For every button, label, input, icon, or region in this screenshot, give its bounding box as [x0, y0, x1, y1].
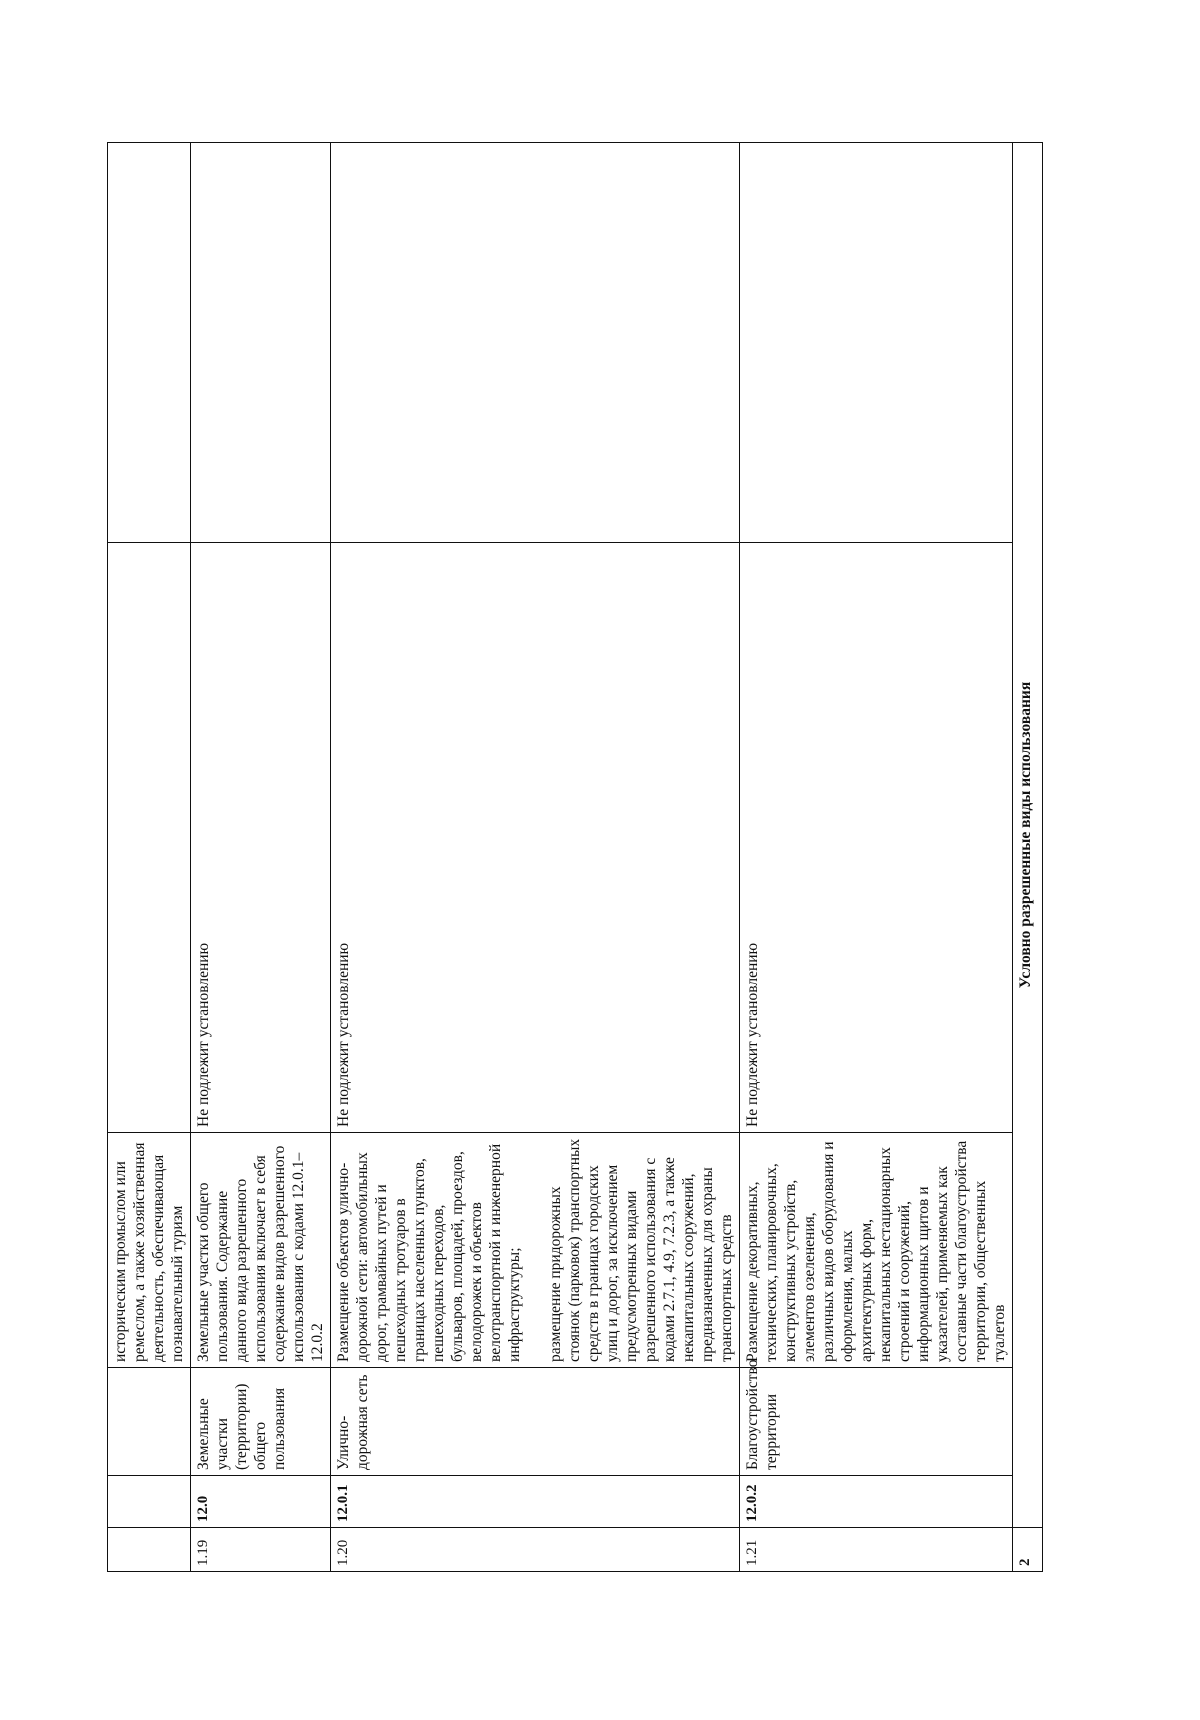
row-extra — [191, 143, 331, 543]
row-description — [331, 1133, 740, 1368]
row-parameter: Не подлежит установлению — [191, 543, 331, 1133]
row-number: 1.20 — [331, 1528, 740, 1572]
row-number — [108, 1528, 191, 1572]
land-use-table — [107, 142, 1043, 1572]
table-row — [191, 143, 331, 1572]
row-parameter — [108, 543, 191, 1133]
row-name: Благоустройство территории — [740, 1368, 1013, 1476]
row-extra — [331, 143, 740, 543]
row-parameter: Не подлежит установлению — [740, 543, 1013, 1133]
row-code: 12.0.1 — [331, 1476, 740, 1528]
row-extra — [108, 143, 191, 543]
section-title: Условно разрешенные виды использования — [1013, 143, 1043, 1528]
section-number: 2 — [1013, 1528, 1043, 1572]
row-code: 12.0 — [191, 1476, 331, 1528]
rotated-table-sheet — [107, 143, 1034, 1572]
description-paragraph: Земельные участки общего пользования. Содержание данного вида разрешенного использования включает в себя содержание видов разрешенного использования с кодами 12.0.1–12.0.2 — [195, 1145, 326, 1362]
row-description — [108, 1133, 191, 1368]
row-parameter: Не подлежит установлению — [331, 543, 740, 1133]
row-name: Земельные участки (территории) общего пользования — [191, 1368, 331, 1476]
row-code: 12.0.2 — [740, 1476, 1013, 1528]
section-header-row — [1013, 143, 1043, 1572]
row-number: 1.21 — [740, 1528, 1013, 1572]
description-paragraph: Размещение объектов улично-дорожной сети: автомобильных дорог, трамвайных путей и пешеходных тротуаров в границах населенных пунктов, пешеходных переходов, бульваров, площадей, проездов, велодорожек и объектов велотранспортной и инженерной инфраструктуры; — [335, 1143, 523, 1362]
table-row — [108, 143, 191, 1572]
row-name: Улично-дорожная сеть — [331, 1368, 740, 1476]
description-paragraph: размещение придорожных стоянок (парковок) транспортных средств в границах городских улиц и дорог, за исключением предусмотренных видами разрешенного использования с кодами 2.7.1, 4.9, 7.2.3, а также некапитальных сооружений, предназначенных для охраны транспортных средств — [547, 1138, 735, 1362]
description-paragraph: Размещение декоративных, технических, планировочных, конструктивных устройств, элементов озеленения, различных видов оборудования и оформления, малых архитектурных форм, некапитальных нестационарных строений и сооружений, информационных щитов и указателей, применяемых как составные части благоустройства территории, общественных туалетов — [744, 1140, 1008, 1362]
row-name — [108, 1368, 191, 1476]
table-row — [331, 143, 740, 1572]
row-code — [108, 1476, 191, 1528]
row-extra — [740, 143, 1013, 543]
table-row — [740, 143, 1013, 1572]
description-paragraph: историческим промыслом или ремеслом, а также хозяйственная деятельность, обеспечивающая познавательный туризм — [112, 1142, 186, 1362]
row-number: 1.19 — [191, 1528, 331, 1572]
row-description — [740, 1133, 1013, 1368]
row-description — [191, 1133, 331, 1368]
